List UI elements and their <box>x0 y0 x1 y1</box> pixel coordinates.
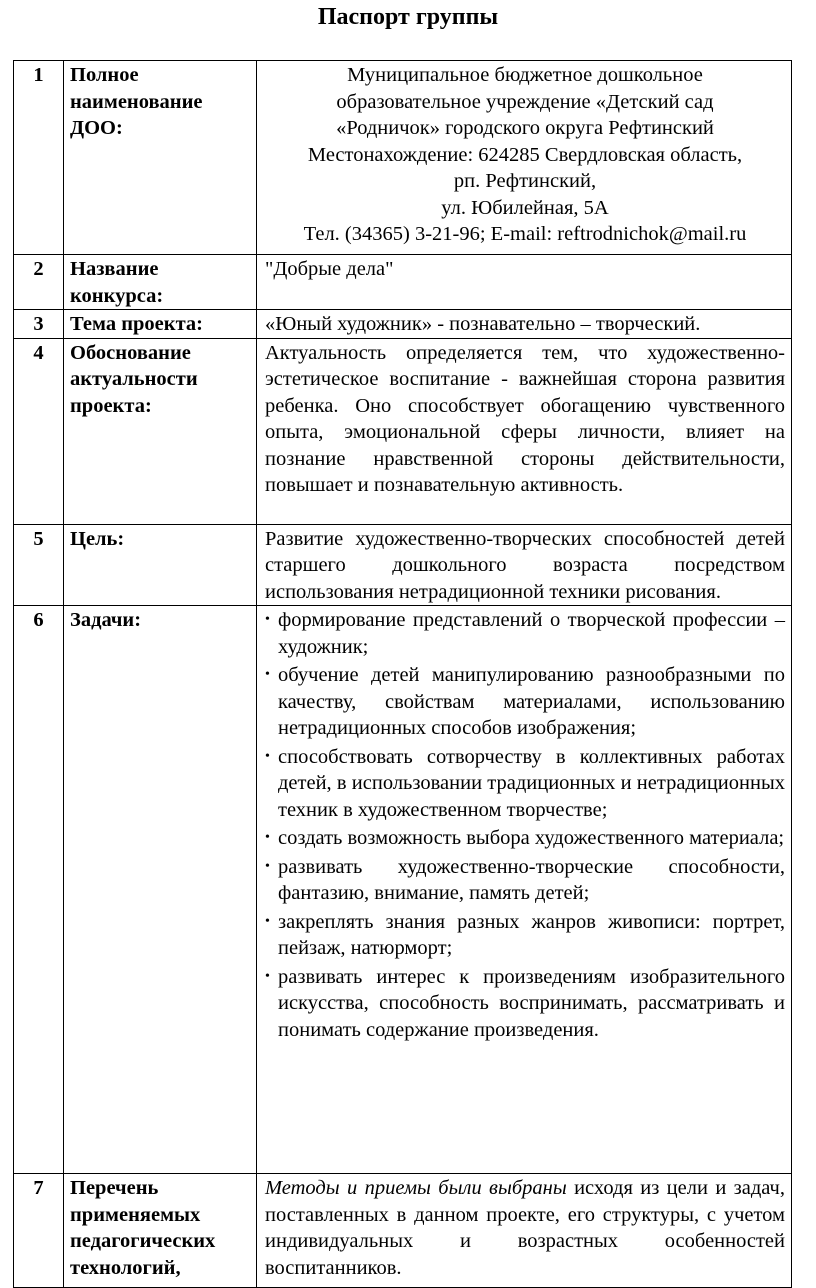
task-text: обучение детей манипулированию разнообразными по качеству, свойствам материалами, использованию нетрадиционных способов изображения; <box>278 664 785 739</box>
group-passport-table <box>13 60 792 1288</box>
org-line: Муниципальное бюджетное дошкольное <box>347 64 703 86</box>
row-number: 2 <box>14 255 64 310</box>
row-label: Тема проекта: <box>64 310 257 339</box>
bullet-icon: • <box>265 612 270 627</box>
table-row <box>14 255 792 310</box>
methods-text: исходя из цели и задач, поставленных в данном проекте, его структуры, с учетом индивидуальных и возрастных особенностей воспитанников. <box>265 1177 785 1279</box>
organization-info <box>257 61 792 255</box>
bullet-icon: • <box>265 968 270 984</box>
task-text: способствовать сотворчеству в коллективных работах детей, в использовании традиционных и нетрадиционных техник в художественном творчестве; <box>278 745 785 821</box>
technologies-description <box>257 1174 792 1288</box>
table-row <box>14 1174 792 1288</box>
task-text: закреплять знания разных жанров живописи: портрет, пейзаж, натюрморт; <box>278 910 785 959</box>
list-item <box>265 964 785 1044</box>
bullet-icon: • <box>265 748 270 764</box>
row-label: Цель: <box>64 524 257 606</box>
project-rationale: Актуальность определяется тем, что художественно-эстетическое воспитание - важнейшая сторона развития ребенка. Оно способствует обогащению чувственного опыта, эмоциональной сферы личности, влияет на познание нравственной стороны действительности, повышает и познавательную активность. <box>257 338 792 524</box>
table-row <box>14 310 792 339</box>
row-label: Полное наименование ДОО: <box>64 61 257 255</box>
task-text: создать возможность выбора художественного материала; <box>278 827 785 849</box>
task-text: развивать интерес к произведениям изобразительного искусства, способность воспринимать, рассматривать и понимать содержание произведения. <box>278 965 785 1041</box>
org-line: ул. Юбилейная, 5А <box>441 196 609 219</box>
bullet-icon: • <box>265 858 270 874</box>
task-list <box>265 607 785 1043</box>
project-goal: Развитие художественно-творческих способностей детей старшего дошкольного возраста посредством использования нетрадиционной техники рисования. <box>257 524 792 606</box>
list-item <box>265 825 785 852</box>
table-row <box>14 61 792 255</box>
org-line: рп. Рефтинский, <box>453 170 597 192</box>
task-text: развивать художественно-творческие способности, фантазию, внимание, память детей; <box>278 855 785 904</box>
list-item <box>265 744 785 824</box>
list-item <box>265 607 785 660</box>
org-line: Местонахождение: 624285 Свердловская область, <box>307 143 743 166</box>
row-label: Задачи: <box>64 606 257 1174</box>
bullet-icon: • <box>265 667 270 682</box>
list-item <box>265 909 785 962</box>
task-text: формирование представлений о творческой профессии – художник; <box>278 609 785 658</box>
contest-name: "Добрые дела" <box>257 255 792 310</box>
row-number: 1 <box>14 61 64 255</box>
methods-italic-text: Методы и приемы были выбраны <box>265 1177 567 1199</box>
row-number: 7 <box>14 1174 64 1288</box>
row-label: Перечень применяемых педагогических технологий, <box>64 1174 257 1288</box>
row-number: 5 <box>14 524 64 606</box>
org-line: образовательное учреждение «Детский сад <box>336 90 714 113</box>
org-line: «Родничок» городского округа Рефтинский <box>336 117 714 139</box>
row-label: Обоснование актуальности проекта: <box>64 338 257 524</box>
row-number: 3 <box>14 310 64 339</box>
table-row <box>14 524 792 606</box>
document-title: Паспорт группы <box>317 4 499 30</box>
bullet-icon: • <box>265 830 270 845</box>
list-item <box>265 854 785 907</box>
project-tasks <box>257 606 792 1174</box>
row-label: Название конкурса: <box>64 255 257 310</box>
bullet-icon: • <box>265 913 270 929</box>
list-item <box>265 662 785 742</box>
project-theme: «Юный художник» - познавательно – творческий. <box>257 310 792 339</box>
row-number: 6 <box>14 606 64 1174</box>
table-row <box>14 338 792 524</box>
org-line: Тел. (34365) 3-21-96; E-mail: reftrodnichok@mail.ru <box>303 223 747 245</box>
row-number: 4 <box>14 338 64 524</box>
table-row <box>14 606 792 1174</box>
